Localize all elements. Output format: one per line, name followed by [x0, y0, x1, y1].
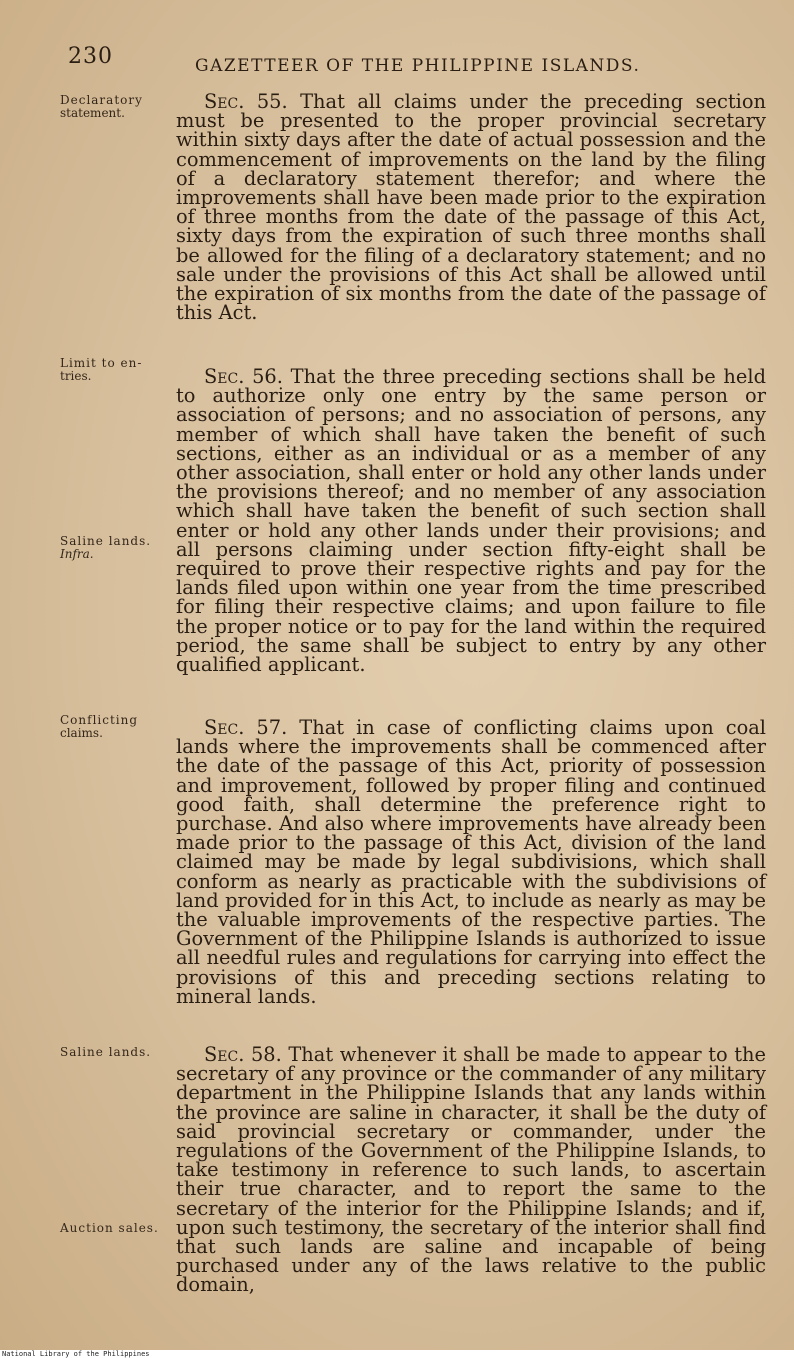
margin-note-line: tries. [60, 369, 92, 383]
page-header [0, 40, 794, 80]
margin-note-line: statement. [60, 106, 125, 120]
section-56 [176, 365, 766, 677]
margin-note-declaratory-statement [60, 94, 180, 120]
running-title: GAZETTEER OF THE PHILIPPINE ISLANDS. [195, 56, 641, 76]
section-57 [176, 718, 766, 1006]
margin-note-line: Infra. [60, 547, 94, 561]
margin-note-line: Limit to en- [60, 356, 143, 370]
section-55 [176, 90, 766, 325]
margin-note-limit-to-entries [60, 357, 180, 383]
margin-note-conflicting-claims [60, 714, 180, 740]
page-number: 230 [68, 44, 113, 69]
section-text: That whenever it shall be made to appear to the secretary of any province or the commander of any military department in the Philippine Islands that any lands within the province are saline in character, it shall be the duty of said provincial secretary or commander, under the regulations of the Government of the Philippine Islands, to take testimony in reference to such lands, to ascertain their true character, and to report the same to the secretary of the interior for the Philippine Islands; and if, upon such testimony, the secretary of the interior shall find that such lands are saline and incapable of being purchased under any of the laws relative to the public domain, [176, 1043, 766, 1297]
margin-note-line: Saline lands. [60, 1045, 152, 1059]
section-heading: Sec. 57. [204, 716, 288, 739]
margin-note-line: Auction sales. [60, 1221, 159, 1235]
section-heading: Sec. 58. [204, 1043, 282, 1066]
margin-note-line: Saline lands. [60, 534, 152, 548]
section-58 [176, 1045, 766, 1295]
section-text: That the three preceding sections shall be held to authorize only one entry by the same person or association of persons; and no association of persons, any member of which shall have taken the benefit of such sections, either as an individual or as a member of any other association, shall enter or hold any other lands under the provisions thereof; and no member of any association which shall have taken the benefit of such section shall enter or hold any other lands under their provisions; and all persons claiming under section fifty-eight shall be required to prove their respective rights and pay for the lands filed upon within one year from the time prescribed for filing their respective claims; and upon failure to file the proper notice or to pay for the land within the required period, the same shall be subject to entry by any other qualified applicant. [176, 365, 766, 677]
section-text: That all claims under the preceding section must be presented to the proper provincial secretary within sixty days after the date of actual possession and the commencement of improvements on the land by the filing of a declaratory statement therefor; and where the improvements shall have been made prior to the expiration of three months from the date of the passage of this Act, sixty days from the expiration of such three months shall be allowed for the filing of a declaratory statement; and no sale under the provisions of this Act shall be allowed until the expiration of six months from the date of the passage of this Act. [176, 90, 766, 325]
section-text: That in case of conflicting claims upon coal lands where the improvements shall be commenced after the date of the passage of this Act, priority of possession and improvement, followed by proper filing and continued good faith, shall determine the preference right to purchase. And also where improvements have already been made prior to the passage of this Act, division of the land claimed may be made by legal subdivisions, which shall conform as nearly as practicable with the subdivisions of land provided for in this Act, to include as nearly as may be the valuable improvements of the respective parties. The Government of the Philippine Islands is authorized to issue all needful rules and regulations for carrying into effect the provisions of this and preceding sections relating to mineral lands. [176, 716, 767, 1008]
section-heading: Sec. 55. [204, 90, 288, 113]
margin-note-line: Conflicting [60, 713, 139, 727]
margin-note-saline-lands-infra [60, 535, 180, 561]
margin-note-line: claims. [60, 726, 103, 740]
margin-note-auction-sales [60, 1222, 180, 1235]
margin-note-line: Declaratory [60, 93, 143, 107]
margin-note-saline-lands [60, 1046, 180, 1059]
section-heading: Sec. 56. [204, 365, 283, 388]
library-credit-footer [0, 1350, 794, 1358]
library-credit: National Library of the Philippines [2, 1350, 150, 1358]
